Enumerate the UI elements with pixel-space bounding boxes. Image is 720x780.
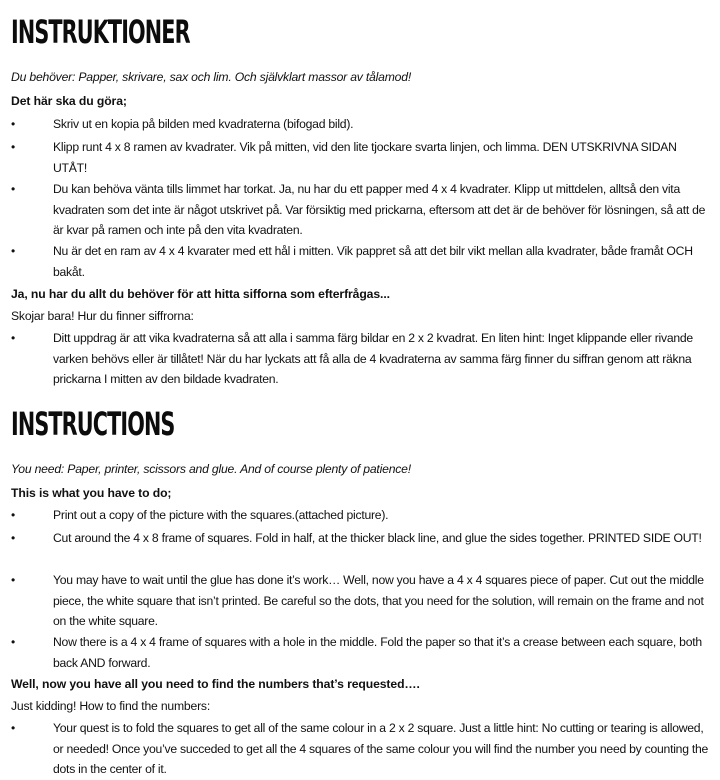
- english-step-2-text: Cut around the 4 x 8 frame of squares. Fold in half, at the thicker black line, and glue the sides together. PRINTED SIDE OUT!: [53, 531, 702, 545]
- swedish-heading-ready: Ja, nu har du allt du behöver för att hitta sifforna som efterfrågas...: [11, 287, 390, 301]
- english-heading-ready: Well, now you have all you need to find the numbers that’s requested….: [11, 677, 420, 691]
- bullet-icon: •: [11, 573, 16, 587]
- swedish-step-3-text: Du kan behöva vänta tills limmet har torkat. Ja, nu har du ett papper med 4 x 4 kvadrater. Klipp ut mittdelen, alltså den vita kvadraten som det inte är något utskrivet på. Var försiktig med prickarna, eftersom att det är de behöver för lösningen, så att de är kvar på ramen och inte på den vita kvadraten.: [53, 182, 706, 237]
- english-quest-text: Your quest is to fold the squares to get all of the same colour in a 2 x 2 square. Just a little hint: No cutting or tearing is allowed, or needed! Once you’ve succeded to get all the 4 squares of the same colour you will find the number you need by counting the dots in the center of it.: [53, 721, 709, 776]
- english-title: INSTRUCTIONS: [11, 405, 175, 443]
- english-step-3-text: You may have to wait until the glue has done it’s work… Well, now you have a 4 x 4 squares piece of paper. Cut out the middle piece, the white square that isn’t printed. Be careful so the dots, that you need for the solution, will remain on the frame and not on the white square.: [53, 573, 704, 628]
- swedish-step-2-text: Klipp runt 4 x 8 ramen av kvadrater. Vik på mitten, vid den lite tjockare svarta linjen, och limma. DEN UTSKRIVNA SIDAN UTÅT!: [53, 140, 677, 175]
- bullet-icon: •: [11, 244, 16, 258]
- swedish-title: INSTRUKTIONER: [11, 13, 190, 51]
- swedish-step-1-text: Skriv ut en kopia på bilden med kvadraterna (bifogad bild).: [53, 117, 354, 131]
- bullet-icon: •: [11, 182, 16, 196]
- bullet-icon: •: [11, 140, 16, 154]
- swedish-kidding: Skojar bara! Hur du finner siffrorna:: [11, 309, 194, 323]
- bullet-icon: •: [11, 508, 16, 522]
- english-heading-todo: This is what you have to do;: [11, 486, 172, 500]
- english-step-4-text: Now there is a 4 x 4 frame of squares with a hole in the middle. Fold the paper so that it’s a crease between each square, both back AND forward.: [53, 635, 702, 670]
- swedish-intro: Du behöver: Papper, skrivare, sax och lim. Och självklart massor av tålamod!: [11, 70, 412, 84]
- bullet-icon: •: [11, 721, 16, 735]
- bullet-icon: •: [11, 531, 16, 545]
- english-intro: You need: Paper, printer, scissors and glue. And of course plenty of patience!: [11, 462, 411, 476]
- bullet-icon: •: [11, 635, 16, 649]
- english-kidding: Just kidding! How to find the numbers:: [11, 699, 211, 713]
- swedish-heading-todo: Det här ska du göra;: [11, 94, 127, 108]
- english-step-1-text: Print out a copy of the picture with the squares.(attached picture).: [53, 508, 389, 522]
- swedish-step-4-text: Nu är det en ram av 4 x 4 kvarater med ett hål i mitten. Vik pappret så att det bilr vikt mellan alla kvadrater, både framåt OCH bakåt.: [53, 244, 693, 279]
- swedish-quest-text: Ditt uppdrag är att vika kvadraterna så att alla i samma färg bildar en 2 x 2 kvadrat. En liten hint: Inget klippande eller rivande varken behövs eller är tillåtet! När du har lyckats att få alla de 4 kvadraterna av samma färg finner du siffran genom att räkna prickarna I mitten av den bildade kvadraten.: [53, 331, 693, 386]
- bullet-icon: •: [11, 331, 16, 345]
- bullet-icon: •: [11, 117, 16, 131]
